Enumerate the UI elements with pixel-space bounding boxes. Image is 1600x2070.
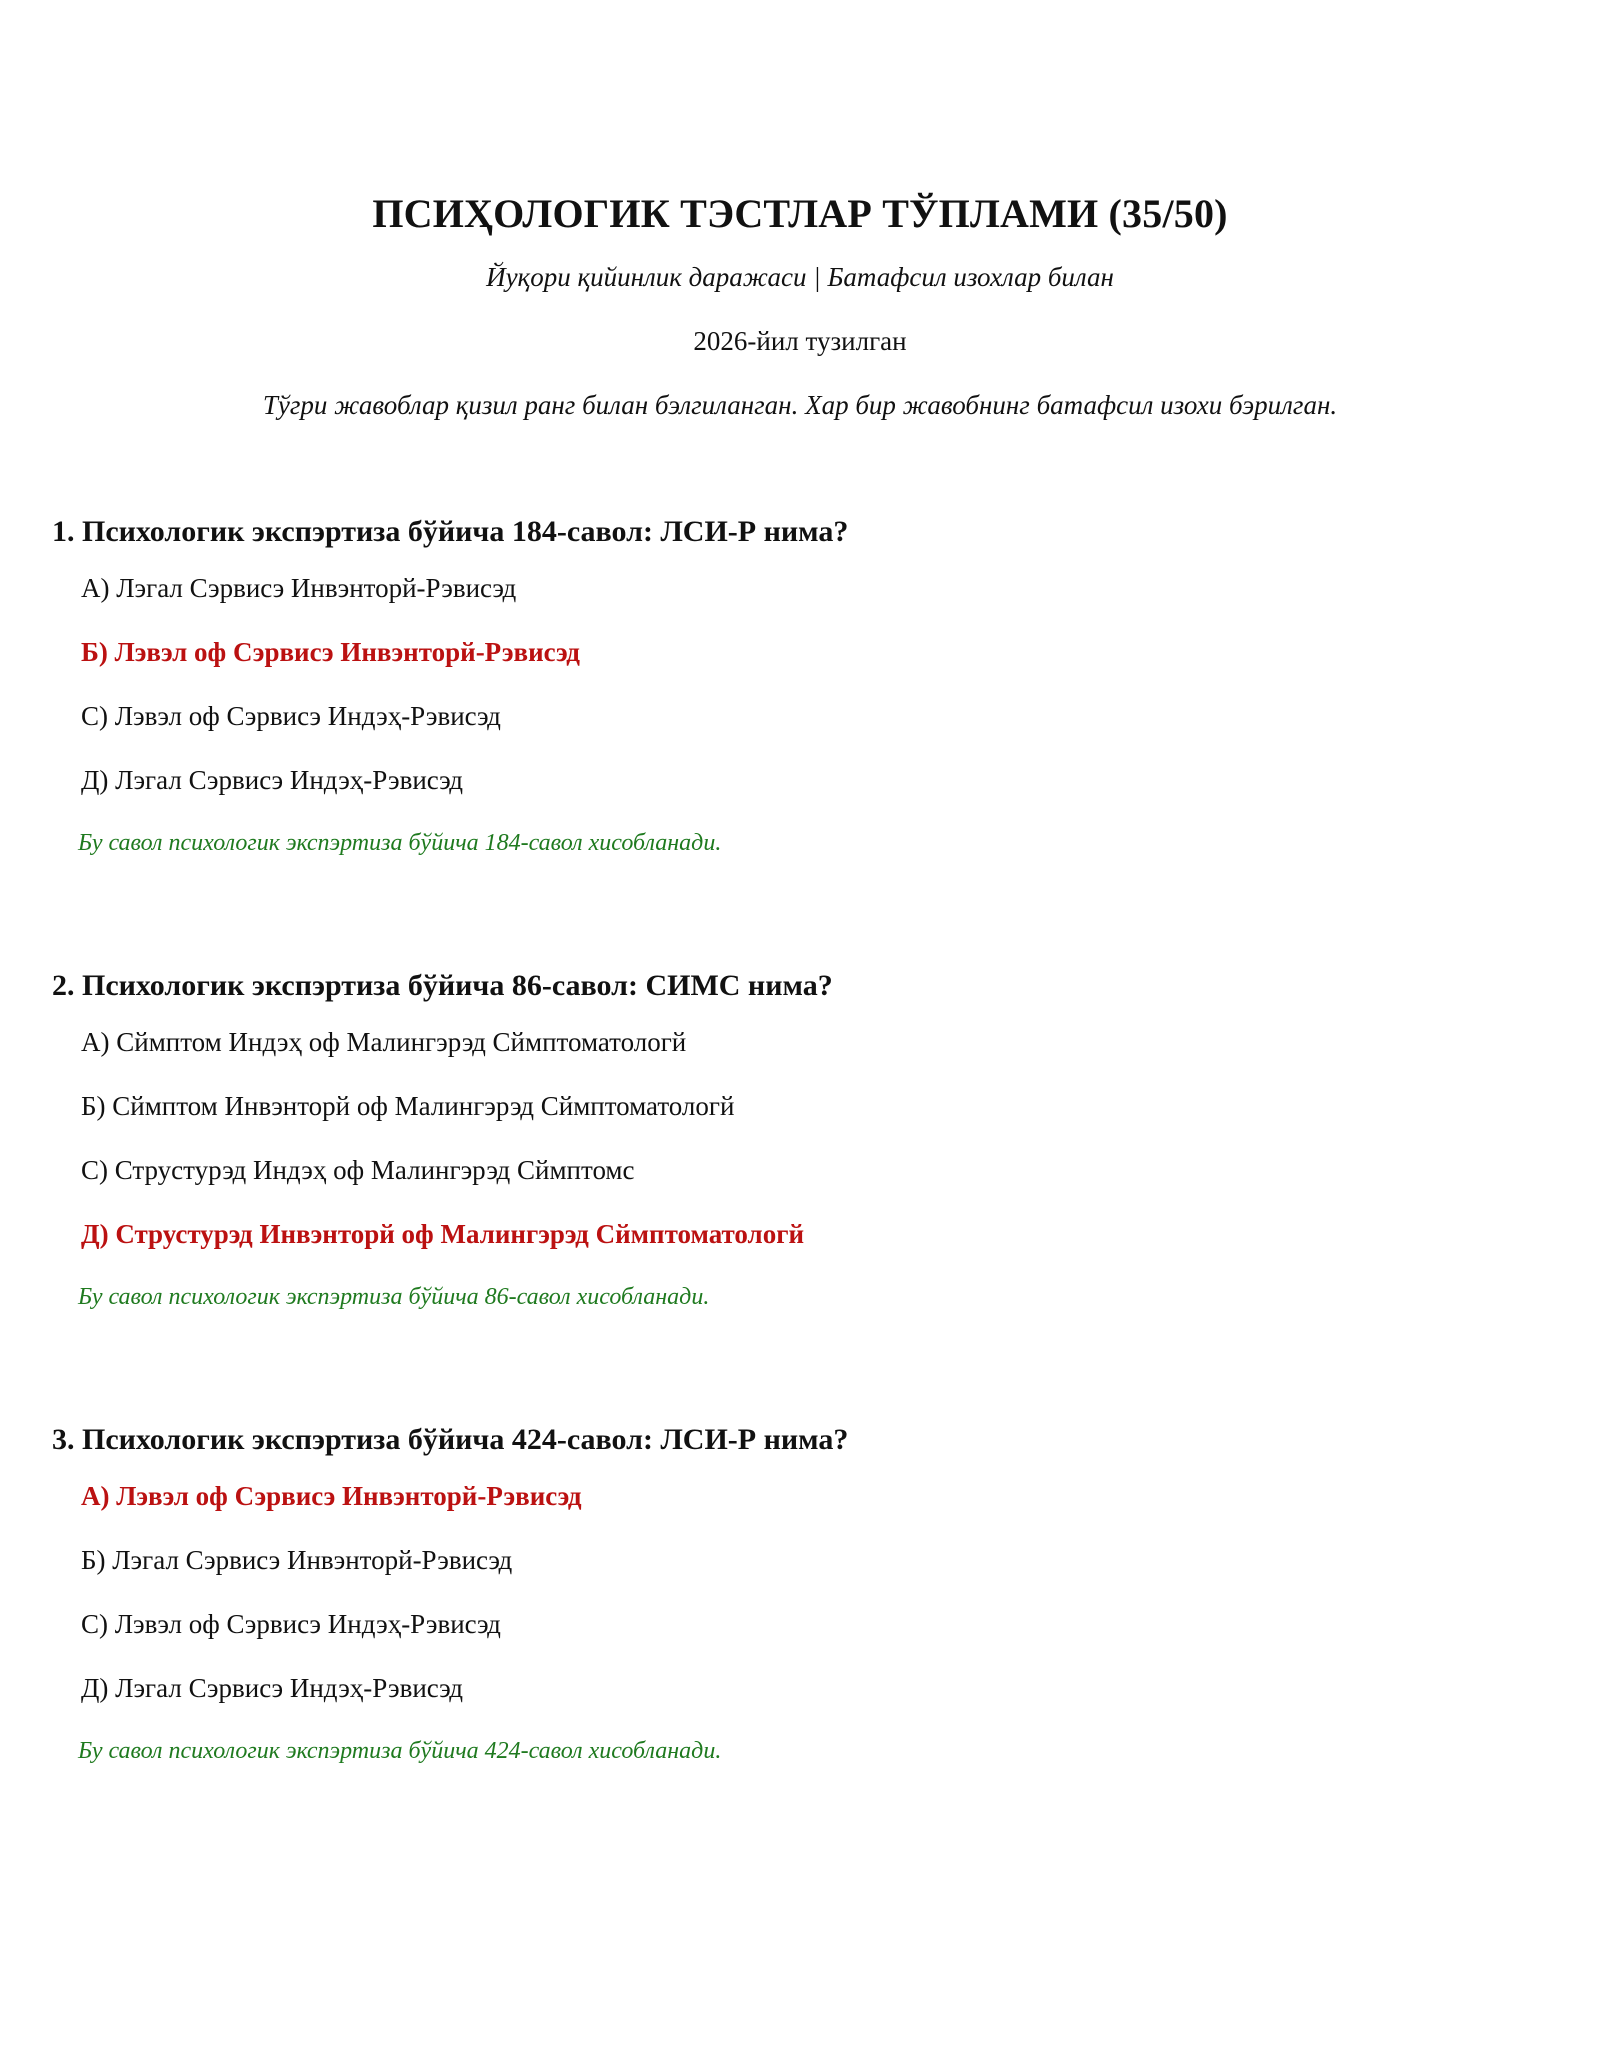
explanation-text: Бу савол психологик экспэртиза бўйича 424-савол хисобланади. [78,1738,722,1764]
option-b: Б) Лэгал Сэрвисэ Инвэнторй-Рэвисэд [81,1545,513,1575]
option-list [52,1464,1548,1720]
option-c: С) Лэвэл оф Сэрвисэ Индэҳ-Рэвисэд [81,1609,501,1639]
option-b-correct: Б) Лэвэл оф Сэрвисэ Инвэнторй-Рэвисэд [81,637,580,667]
question-title: 2. Психологик экспэртиза бўйича 86-савол: СИМС нима? [52,969,833,1002]
page-subtitle: Йуқори қийинлик даражаси | Батафсил изохлар билан [486,262,1114,292]
question-title: 1. Психологик экспэртиза бўйича 184-савол: ЛСИ-Р нима? [52,515,849,548]
option-c: С) Струстурэд Индэҳ оф Малингэрэд Сймптомс [81,1155,635,1185]
option-c: С) Лэвэл оф Сэрвисэ Индэҳ-Рэвисэд [81,701,501,731]
option-b: Б) Сймптом Инвэнторй оф Малингэрэд Сймптоматологй [81,1091,735,1121]
creation-year: 2026-йил тузилган [693,326,907,356]
option-a: А) Лэгал Сэрвисэ Инвэнторй-Рэвисэд [81,573,517,603]
option-d: Д) Лэгал Сэрвисэ Индэҳ-Рэвисэд [81,1673,464,1703]
question-title: 3. Психологик экспэртиза бўйича 424-савол: ЛСИ-Р нима? [52,1423,849,1456]
option-d-correct: Д) Струстурэд Инвэнторй оф Малингэрэд Сймптоматологй [81,1219,805,1249]
answer-key-note: Тўгри жавоблар қизил ранг билан бэлгиланган. Хар бир жавобнинг батафсил изохи бэрилган. [262,390,1338,420]
question-list [52,514,1548,1876]
option-d: Д) Лэгал Сэрвисэ Индэҳ-Рэвисэд [81,765,464,795]
option-a: А) Сймптом Индэҳ оф Малингэрэд Сймптоматологй [81,1027,687,1057]
document-header [52,0,1548,422]
option-a-correct: А) Лэвэл оф Сэрвисэ Инвэнторй-Рэвисэд [81,1481,582,1511]
explanation-text: Бу савол психологик экспэртиза бўйича 86-савол хисобланади. [78,1284,710,1310]
explanation-text: Бу савол психологик экспэртиза бўйича 184-савол хисобланади. [78,830,722,856]
question-2 [52,968,1548,1422]
option-list [52,1010,1548,1266]
question-3 [52,1422,1548,1876]
page-title: ПСИҲОЛОГИК ТЭСТЛАР ТЎПЛАМИ (35/50) [372,191,1228,236]
option-list [52,556,1548,812]
question-1 [52,514,1548,968]
